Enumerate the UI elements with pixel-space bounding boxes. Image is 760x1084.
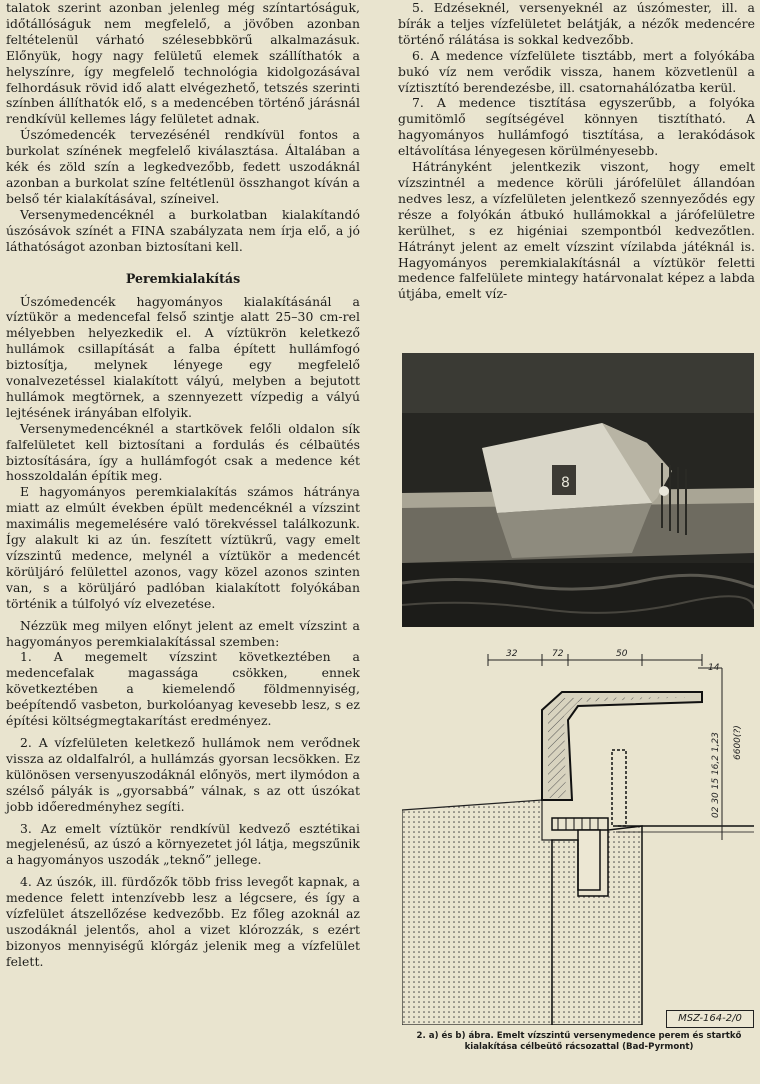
dimension-label: 14	[708, 663, 720, 673]
dimension-label: 32	[506, 649, 518, 659]
dimension-label: 6600(?)	[733, 725, 743, 760]
paragraph: 5. Edzéseknél, versenyeknél az úszómester, ill. a bírák a teljes vízfelületet belátják, a nézők medencére történő rálátása is sokkal kedvezőbb.	[398, 0, 755, 47]
paragraph: Úszómedencék tervezésénél rendkívül fontos a burkolat színének megfelelő kiválasztása. Általában a kék és zöld szín a legkedvezőbb, fedett uszodáknál azonban a burkolat színe feltétlenül összhangot kíván a belső tér kialakításával, színeivel.	[6, 127, 360, 206]
left-column	[6, 0, 360, 970]
svg-text:8: 8	[561, 475, 570, 491]
paragraph: 2. A vízfelületen keletkező hullámok nem verődnek vissza az oldalfalról, a hullámzás gyorsan lecsökken. Ez különösen versenyuszodáknál előnyös, mert ilymódon a szélső pályák is „gyorsabbá” válnak, s az ott úszókat jobb időeredményhez segíti.	[6, 734, 360, 814]
drawing-stamp: MSZ-164-2/0	[666, 1010, 754, 1028]
dimension-label: 02 30 15 16,2 1,23	[711, 732, 721, 818]
photo-image	[402, 353, 754, 627]
paragraph: Versenymedencéknél a startkövek felőli oldalon sík falfelületet kell biztosítani a fordulás és célbaütés biztosítására, így a hullámfogót csak a medence két hosszoldalán építik meg.	[6, 420, 360, 484]
paragraphs-bottom	[6, 294, 360, 970]
technical-drawing	[402, 640, 754, 1025]
right-column	[398, 0, 755, 302]
section-heading: Peremkialakítás	[125, 270, 241, 286]
paragraph: 4. Az úszók, ill. fürdőzők több friss levegőt kapnak, a medence felett intenzívebb lesz a légcsere, és így a vízfelület átszellőzése kedvezőbb. Ez főleg azoknál az uszodáknál jelentős, ahol a vizet klórozzák, s ezért bizonyos mennyiségű klórgáz jelenik meg a vízfelület felett.	[6, 874, 360, 969]
paragraph: Nézzük meg milyen előnyt jelent az emelt vízszint a hagyományos peremkialakítással szemben:	[6, 617, 360, 649]
paragraph: 7. A medence tisztítása egyszerűbb, a folyóka gumitömlő segítségével könnyen tisztítható. A hagyományos hullámfogó tisztítása, a lerakódások eltávolítása lényegesen körülményesebb.	[398, 95, 755, 159]
paragraph: E hagyományos peremkialakítás számos hátránya miatt az elmúlt években épült medencéknél a vízszint maximális megemelésére való törekvéssel találkozunk. Így alakult ki az ún. feszített víztükrű, vagy emelt vízszintű medence, melynél a víztükör a medencét körüljáró felülettel azonos, vagy közel azonos szinten van, s a körüljáró padlóban kialakított folyókában történik a túlfolyó víz elvezetése.	[6, 484, 360, 611]
paragraph: Úszómedencék hagyományos kialakításánál a víztükör a medencefal felső szintje alatt 25–30 cm-rel mélyebben helyezkedik el. A víztükrön keletkező hullámok csillapítását a falba épített hullámfogó biztosítja, melynek lényege egy megfelelő vonalvezetéssel kialakított vályú, melyben a bejutott hullámok megtörnek, a szennyezett vízpedig a vályú lejtésének irányában elfolyik.	[6, 293, 360, 420]
paragraph: 3. Az emelt víztükör rendkívül kedvező esztétikai megjelenésű, az úszó a környezetet jól látja, megszűnik a hagyományos uszodák „teknő” jellege.	[6, 820, 360, 868]
paragraph: Versenymedencéknél a burkolatban kialakítandó úszósávok színét a FINA szabályzata nem írja elő, a jó láthatóságot azonban biztosítani kell.	[6, 206, 360, 254]
dimension-label: 50	[616, 649, 628, 659]
paragraph: 1. A megemelt vízszint következtében a medencefalak magassága csökken, ennek következtében a kiemelendő földmennyiség, beépítendő vasbeton, burkolóanyag kevesebb lesz, s ez építési költségmegtakarítást eredményez.	[6, 649, 360, 729]
paragraph: 6. A medence vízfelülete tisztább, mert a folyókába bukó víz nem verődik vissza, hanem közvetlenül a víztisztító berendezésbe, ill. csatornahálózatba kerül.	[398, 47, 755, 95]
section-drawing	[402, 640, 754, 1025]
figure-caption: 2. a) és b) ábra. Emelt vízszintű versenymedence perem és startkő kialakítása célbeütő rácsozattal (Bad-Pyrmont)	[416, 1031, 742, 1052]
paragraph: talatok szerint azonban jelenleg még színtartóságuk, időtállóságuk nem megfelelő, a jövőben azonban feltételenül várható szélesebbkörű alkalmazásuk. Előnyük, hogy nagy felületű elemek szállíthatók a helyszínre, így megfelelő technológia kidolgozásával felhordásuk rövid idő alatt elvégezhető, tetszés szerinti színben állíthatók elő, s a medencében történő járásnál rendkívül kellemes lágy felületet adnak.	[6, 0, 360, 127]
dimension-label: 72	[552, 649, 564, 659]
photo-starting-block	[402, 353, 754, 627]
paragraphs-top	[6, 0, 360, 255]
paragraph: Hátrányként jelentkezik viszont, hogy emelt vízszintnél a medence körüli járófelület állandóan nedves lesz, a vízfelületen jelentkező szennyeződés egy része a folyókán átbukó hullámokkal a járófelületre kerülhet, s ez higéniai szempontból kedvezőtlen. Hátrányt jelent az emelt vízszint vízilabda játéknál is. Hagyományos peremkialakításnál a víztükör feletti medence falfelülete mintegy határvonalat képez a labda útjába, emelt víz-	[398, 159, 755, 302]
